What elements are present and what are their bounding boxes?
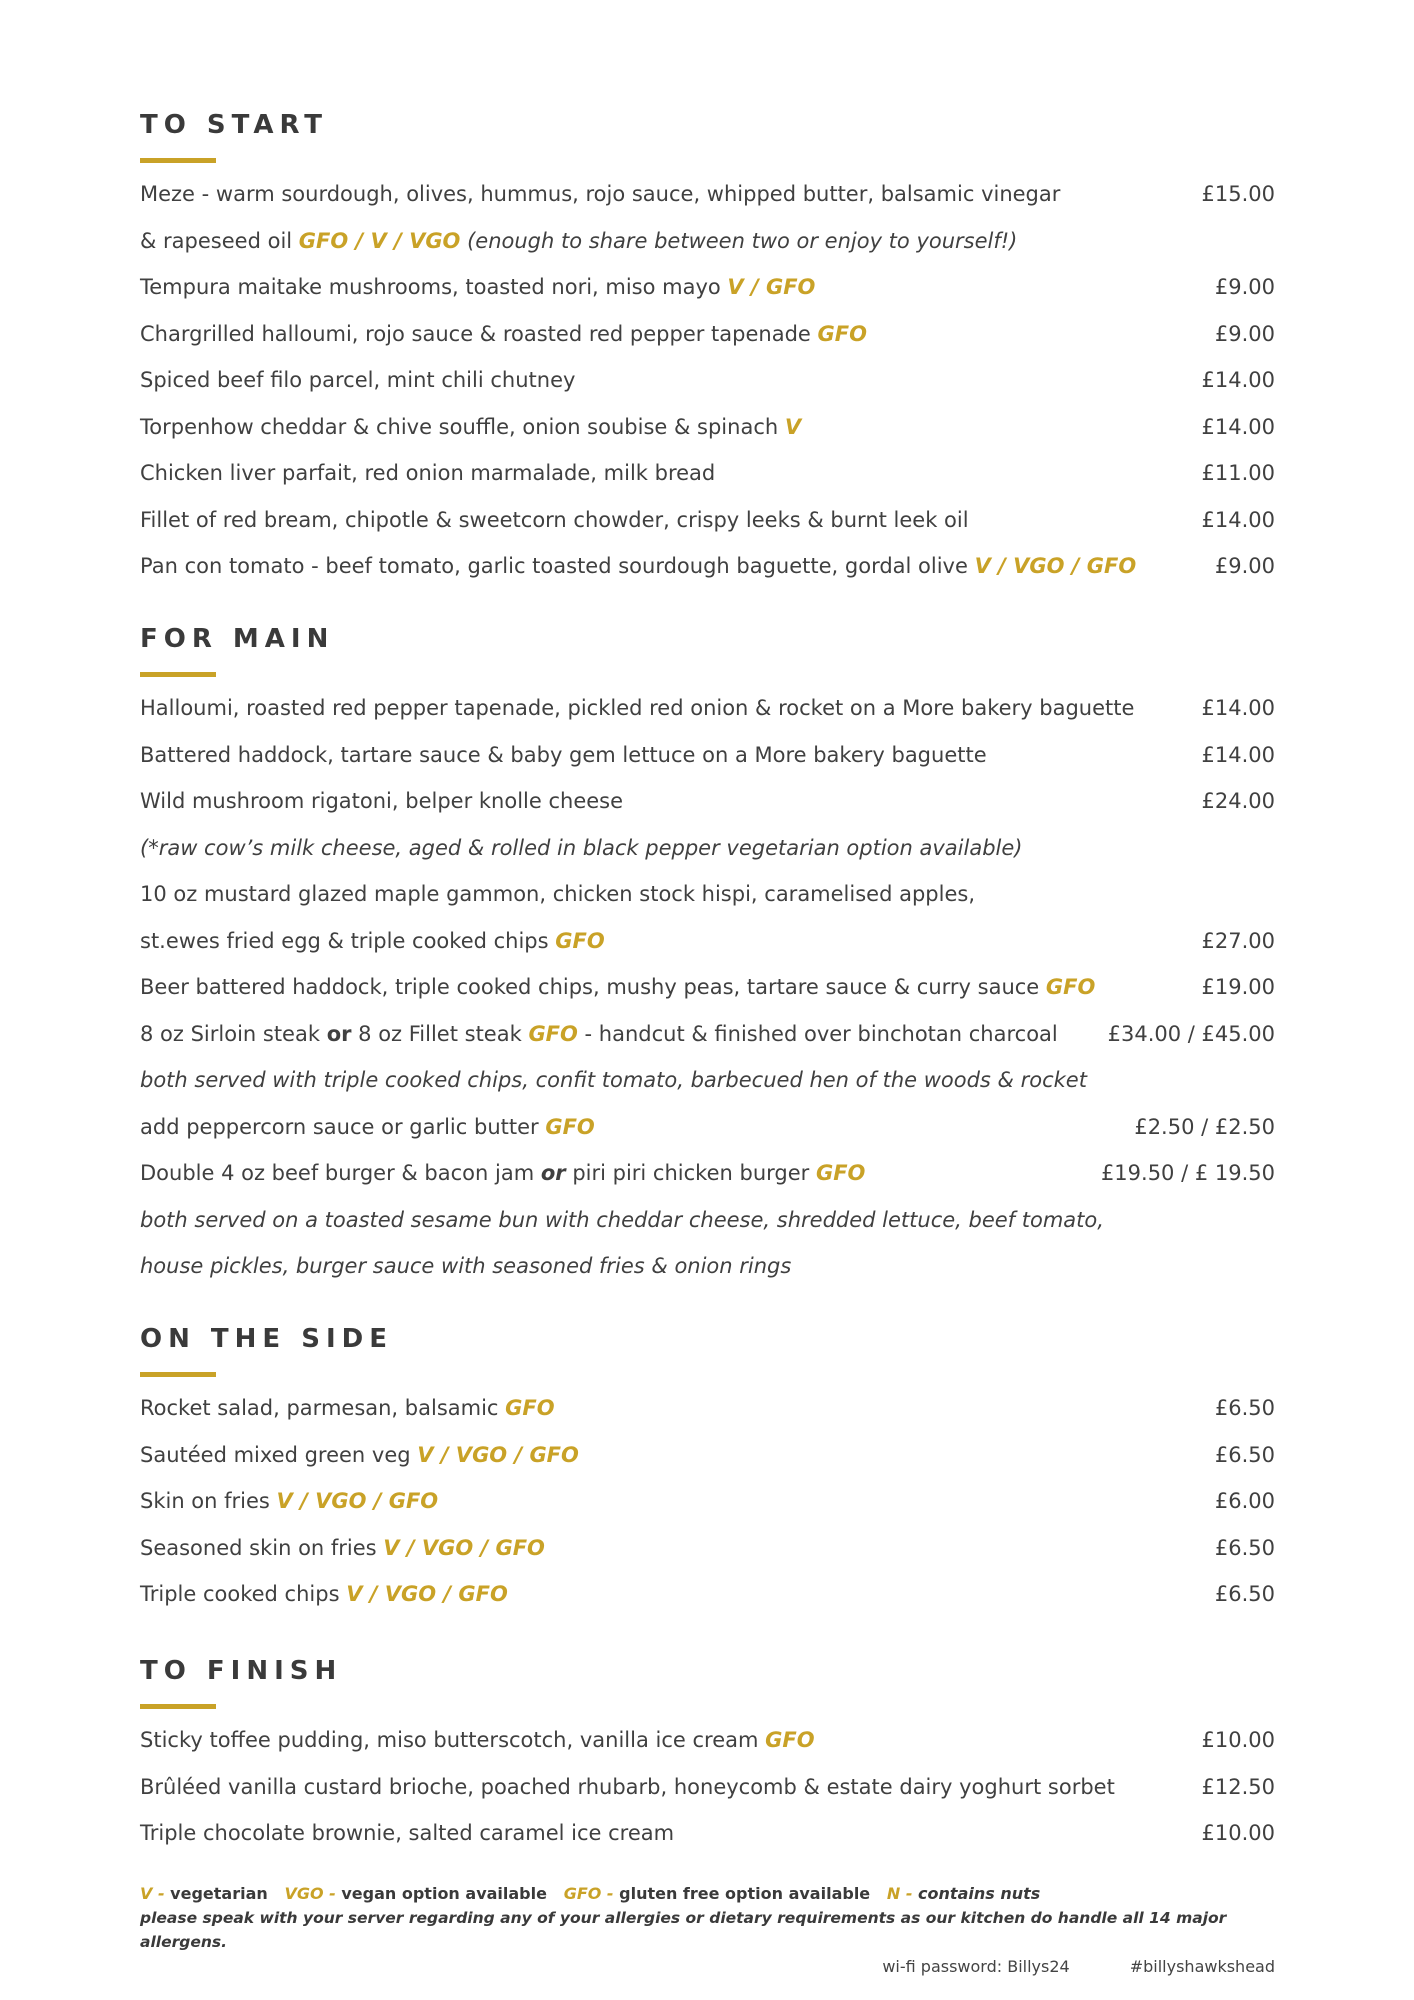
item-description: [140, 270, 815, 304]
item-text: Triple chocolate brownie, salted caramel ice cream: [140, 1821, 675, 1845]
item-price: £14.00: [1201, 742, 1275, 767]
item-price: £6.50: [1214, 1396, 1275, 1420]
item-description: [140, 924, 605, 958]
menu-item: [140, 224, 1275, 271]
item-text: Beer battered haddock, triple cooked chips, mushy peas, tartare sauce & curry sauce: [140, 975, 1046, 999]
menu-list: [140, 177, 1275, 596]
item-description: [140, 1063, 1087, 1097]
item-description: [140, 456, 715, 490]
section-title: FOR MAIN: [140, 624, 335, 654]
item-price: £2.50 / £2.50: [1134, 1114, 1275, 1139]
item-description: [140, 549, 1136, 583]
legend-text: gluten free option available: [613, 1884, 887, 1903]
item-text: Halloumi, roasted red pepper tapenade, pickled red onion & rocket on a More bakery baguette: [140, 696, 1135, 720]
legend-code: GFO -: [563, 1884, 614, 1903]
item-description: [140, 1249, 791, 1283]
item-description: [140, 1770, 1115, 1804]
item-price: £6.50: [1214, 1535, 1275, 1560]
item-text: Triple cooked chips: [140, 1582, 347, 1606]
menu-item: [140, 1816, 1275, 1863]
section-on-the-side: [140, 1322, 1275, 1624]
menu-item: [140, 1249, 1275, 1296]
item-price: £12.50: [1201, 1774, 1275, 1799]
menu-item: [140, 1110, 1275, 1157]
menu-item: [140, 270, 1275, 317]
item-price: £14.00: [1201, 507, 1275, 532]
item-description: [140, 738, 987, 772]
menu-item: [140, 503, 1275, 550]
item-note: both served on a toasted sesame bun with cheddar cheese, shredded lettuce, beef tomato,: [140, 1207, 1104, 1232]
hashtag: #billyshawkshead: [1129, 1957, 1275, 1976]
section-title: ON THE SIDE: [140, 1324, 393, 1354]
dietary-tag: V / VGO / GFO: [417, 1442, 579, 1467]
item-text: 8 oz Fillet steak: [351, 1021, 529, 1046]
menu-item: [140, 1531, 1275, 1578]
menu-item: [140, 1577, 1275, 1624]
item-note: both served with triple cooked chips, confit tomato, barbecued hen of the woods & rocket: [140, 1068, 1087, 1092]
legend-code: VGO -: [284, 1884, 336, 1903]
menu-item: [140, 1156, 1275, 1203]
item-note: (enough to share between two or enjoy to yourself!): [460, 228, 1018, 253]
menu-item: [140, 1770, 1275, 1817]
item-text: Skin on fries: [140, 1489, 277, 1513]
item-description: [140, 831, 1022, 865]
item-price: £11.00: [1201, 461, 1275, 485]
item-description: [140, 1017, 1058, 1051]
menu-item: [140, 549, 1275, 596]
item-text: Chargrilled halloumi, rojo sauce & roasted red pepper tapenade: [140, 321, 818, 346]
item-text: Double 4 oz beef burger & bacon jam: [140, 1161, 541, 1185]
item-text: - handcut & finished over binchotan charcoal: [577, 1021, 1058, 1046]
item-text: Brûléed vanilla custard brioche, poached rhubarb, honeycomb & estate dairy yoghurt sorbet: [140, 1774, 1115, 1799]
item-description: [140, 224, 1017, 258]
item-description: [140, 691, 1134, 725]
menu-item: [140, 970, 1275, 1017]
item-text: Tempura maitake mushrooms, toasted nori, miso mayo: [140, 275, 728, 299]
item-note: house pickles, burger sauce with seasoned fries & onion rings: [140, 1254, 792, 1278]
item-price: £15.00: [1201, 182, 1275, 206]
menu-item: [140, 363, 1275, 410]
item-description: [140, 877, 975, 911]
dietary-tag: GFO: [1045, 975, 1096, 999]
menu-item: [140, 1203, 1275, 1250]
item-price: £14.00: [1201, 696, 1275, 720]
item-text: Chicken liver parfait, red onion marmalade, milk bread: [140, 461, 716, 485]
item-text: Sautéed mixed green veg: [140, 1442, 418, 1467]
dietary-tag: GFO: [528, 1021, 578, 1046]
item-text: Sticky toffee pudding, miso butterscotch, vanilla ice cream: [140, 1728, 766, 1752]
dietary-tag: GFO: [505, 1396, 555, 1420]
dietary-tag: V / VGO / GFO: [276, 1489, 439, 1513]
item-price: £6.50: [1214, 1582, 1275, 1606]
menu-footer: [140, 1882, 1275, 1978]
menu-item: [140, 784, 1275, 831]
item-price: £34.00 / £45.00: [1107, 1021, 1275, 1046]
footer-info: [140, 1956, 1275, 1978]
menu-item: [140, 410, 1275, 457]
item-text: Fillet of red bream, chipotle & sweetcorn chowder, crispy leeks & burnt leek oil: [140, 507, 969, 532]
menu-item: [140, 1723, 1275, 1770]
menu-list: [140, 1391, 1275, 1624]
item-description: [140, 177, 1060, 211]
item-price: £6.00: [1214, 1489, 1275, 1513]
item-price: £10.00: [1201, 1728, 1275, 1752]
item-note: (*raw cow’s milk cheese, aged & rolled in black pepper vegetarian option available): [140, 835, 1023, 860]
item-description: [140, 363, 575, 397]
item-description: [140, 1391, 555, 1425]
section-rule: [140, 672, 216, 677]
dietary-tag: V / VGO / GFO: [346, 1582, 508, 1606]
item-description: [140, 784, 623, 818]
item-description: [140, 503, 969, 537]
allergy-note: please speak with your server regarding any of your allergies or dietary requirements as our kitchen do handle all 14 major allergens.: [140, 1909, 1227, 1951]
item-text: Spiced beef filo parcel, mint chili chutney: [140, 368, 576, 392]
item-text: piri piri chicken burger: [565, 1161, 816, 1185]
legend-code: V -: [140, 1884, 165, 1903]
legend-text: vegan option available: [335, 1884, 564, 1903]
section-to-finish: [140, 1654, 1275, 1863]
item-text: st.ewes fried egg & triple cooked chips: [140, 928, 556, 953]
menu-item: [140, 1017, 1275, 1064]
item-description: [140, 1484, 438, 1518]
menu-list: [140, 1723, 1275, 1863]
item-price: £14.00: [1201, 368, 1275, 392]
menu-item: [140, 1438, 1275, 1485]
item-text: Meze - warm sourdough, olives, hummus, rojo sauce, whipped butter, balsamic vinegar: [140, 182, 1061, 206]
item-price: £6.50: [1214, 1442, 1275, 1467]
item-text: 8 oz Sirloin steak: [140, 1021, 327, 1046]
item-text: Torpenhow cheddar & chive souffle, onion soubise & spinach: [140, 414, 785, 439]
item-price: £9.00: [1214, 321, 1275, 346]
section-rule: [140, 1372, 216, 1377]
item-text: Rocket salad, parmesan, balsamic: [140, 1396, 506, 1420]
menu-item: [140, 1391, 1275, 1438]
menu-item: [140, 924, 1275, 971]
dietary-tag: V / VGO / GFO: [974, 554, 1137, 578]
item-text: add peppercorn sauce or garlic butter: [140, 1114, 546, 1139]
item-price: £27.00: [1201, 928, 1275, 953]
dietary-legend: [140, 1882, 1275, 1906]
legend-text: vegetarian: [164, 1884, 285, 1903]
menu-item: [140, 831, 1275, 878]
item-description: [140, 1723, 815, 1757]
item-price: £19.00: [1201, 975, 1275, 999]
section-title: TO FINISH: [140, 1656, 343, 1686]
menu-item: [140, 177, 1275, 224]
dietary-tag: V / GFO: [727, 275, 816, 299]
section-title: TO START: [140, 110, 329, 140]
dietary-tag: GFO: [765, 1728, 815, 1752]
item-or: or: [540, 1161, 566, 1185]
menu-item: [140, 317, 1275, 364]
item-price: £9.00: [1214, 554, 1275, 578]
item-description: [140, 410, 801, 444]
item-or: or: [326, 1021, 352, 1046]
section-to-start: [140, 108, 1275, 596]
item-text: 10 oz mustard glazed maple gammon, chicken stock hispi, caramelised apples,: [140, 882, 975, 906]
item-text: Seasoned skin on fries: [140, 1535, 384, 1560]
item-text: Battered haddock, tartare sauce & baby gem lettuce on a More bakery baguette: [140, 742, 987, 767]
menu-item: [140, 1484, 1275, 1531]
item-description: [140, 1577, 508, 1611]
item-price: £10.00: [1201, 1821, 1275, 1845]
item-price: £19.50 / £ 19.50: [1100, 1161, 1275, 1185]
menu-item: [140, 738, 1275, 785]
item-text: Pan con tomato - beef tomato, garlic toasted sourdough baguette, gordal olive: [140, 554, 975, 578]
item-description: [140, 1816, 674, 1850]
item-description: [140, 1110, 595, 1144]
item-description: [140, 1438, 579, 1472]
legend-code: N -: [886, 1884, 913, 1903]
section-for-main: [140, 622, 1275, 1296]
dietary-tag: V: [784, 414, 802, 439]
item-price: £24.00: [1201, 789, 1275, 813]
dietary-tag: GFO / V / VGO: [298, 228, 461, 253]
menu-list: [140, 691, 1275, 1296]
item-text: Wild mushroom rigatoni, belper knolle cheese: [140, 789, 624, 813]
dietary-tag: GFO: [555, 928, 605, 953]
wifi-password: wi-fi password: Billys24: [882, 1957, 1070, 1976]
item-price: £14.00: [1201, 414, 1275, 439]
dietary-tag: V / VGO / GFO: [383, 1535, 545, 1560]
item-price: £9.00: [1214, 275, 1275, 299]
item-text: & rapeseed oil: [140, 228, 299, 253]
item-description: [140, 1203, 1104, 1237]
dietary-tag: GFO: [815, 1161, 866, 1185]
item-description: [140, 317, 867, 351]
item-description: [140, 970, 1095, 1004]
dietary-tag: GFO: [545, 1114, 595, 1139]
menu-item: [140, 1063, 1275, 1110]
section-rule: [140, 158, 216, 163]
item-description: [140, 1531, 545, 1565]
menu-item: [140, 877, 1275, 924]
item-description: [140, 1156, 865, 1190]
section-rule: [140, 1704, 216, 1709]
dietary-tag: GFO: [817, 321, 867, 346]
menu-item: [140, 691, 1275, 738]
menu-item: [140, 456, 1275, 503]
legend-text: contains nuts: [912, 1884, 1057, 1903]
